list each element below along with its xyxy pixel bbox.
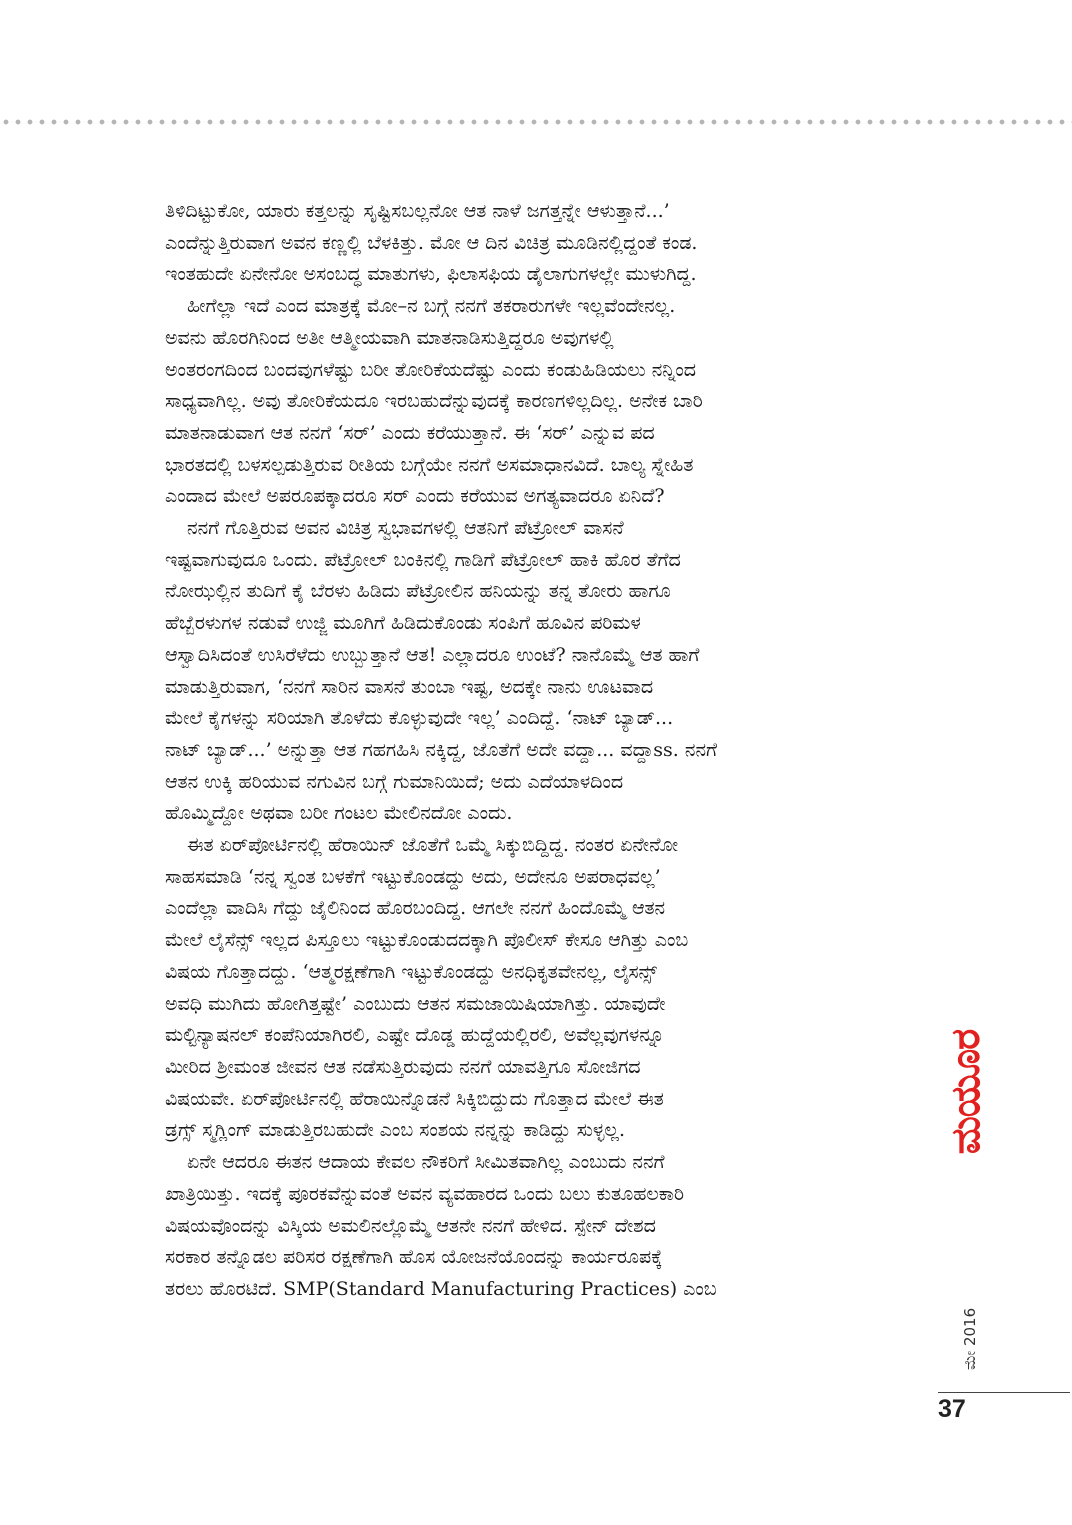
paragraph-line: ಮಾತನಾಡುವಾಗ ಆತ ನನಗೆ ‘ಸರ್’ ಎಂದು ಕರೆಯುತ್ತಾನೆ. ಈ ‘ಸರ್’ ಎನ್ನುವ ಪದ [165, 421, 655, 444]
paragraph-line: ನೋಝಲ್ಲಿನ ತುದಿಗೆ ಕೈ ಬೆರಳು ಹಿಡಿದು ಪೆಟ್ರೋಲಿನ ಹನಿಯನ್ನು ತನ್ನ ತೋರು ಹಾಗೂ [165, 580, 671, 603]
paragraph-line: ತರಲು ಹೊರಟಿದೆ. SMP(Standard Manufacturing Practices) ಎಂಬ [165, 1277, 717, 1300]
magazine-logo-text: ಮಯೂರ [943, 1029, 989, 1155]
paragraph-line: ಎಂದಾದ ಮೇಲೆ ಅಪರೂಪಕ್ಕಾದರೂ ಸರ್ ಎಂದು ಕರೆಯುವ ಅಗತ್ಯವಾದರೂ ಏನಿದೆ? [165, 485, 665, 508]
paragraph-line: ನಾಟ್ ಬ್ಯಾಡ್...’ ಅನ್ನುತ್ತಾ ಆತ ಗಹಗಹಿಸಿ ನಕ್ಕಿದ್ದ, ಜೊತೆಗೆ ಅದೇ ವದ್ದಾ... ವದ್ದಾss. ನನಗೆ [165, 738, 718, 761]
article-paragraph [165, 830, 917, 1147]
paragraph-line: ಮಾಡುತ್ತಿರುವಾಗ, ‘ನನಗೆ ಸಾರಿನ ವಾಸನೆ ತುಂಬಾ ಇಷ್ಟ, ಅದಕ್ಕೇ ನಾನು ಊಟವಾದ [165, 675, 654, 698]
paragraph-line: ಎಂದೆಲ್ಲಾ ವಾದಿಸಿ ಗೆದ್ದು ಜೈಲಿನಿಂದ ಹೊರಬಂದಿದ್ದ. ಆಗಲೇ ನನಗೆ ಹಿಂದೊಮ್ಮೆ ಆತನ [165, 897, 666, 920]
paragraph-line: ಮಲ್ಟಿನ್ಯಾಷನಲ್ ಕಂಪೆನಿಯಾಗಿರಲಿ, ಎಷ್ಟೇ ದೊಡ್ಡ ಹುದ್ದೆಯಲ್ಲಿರಲಿ, ಅವೆಲ್ಲವುಗಳನ್ನೂ [165, 1024, 665, 1047]
article-paragraph [165, 513, 917, 830]
paragraph-line: ಈತ ಏರ್‌ಪೋರ್ಟಿನಲ್ಲಿ ಹೆರಾಯಿನ್ ಜೊತೆಗೆ ಒಮ್ಮೆ ಸಿಕ್ಕುಬಿದ್ದಿದ್ದ. ನಂತರ ಏನೇನೋ [187, 834, 679, 857]
magazine-logo [938, 1030, 994, 1154]
paragraph-line: ನನಗೆ ಗೊತ್ತಿರುವ ಅವನ ವಿಚಿತ್ರ ಸ್ವಭಾವಗಳಲ್ಲಿ ಆತನಿಗೆ ಪೆಟ್ರೋಲ್ ವಾಸನೆ [187, 517, 624, 540]
paragraph-line: ಅಂತರಂಗದಿಂದ ಬಂದವುಗಳೆಷ್ಟು ಬರೀ ತೋರಿಕೆಯದೆಷ್ಟು ಎಂದು ಕಂಡುಹಿಡಿಯಲು ನನ್ನಿಂದ [165, 358, 697, 381]
page-number: 37 [938, 1395, 966, 1423]
article-paragraph [165, 291, 917, 513]
paragraph-line: ಅವಧಿ ಮುಗಿದು ಹೋಗಿತ್ತಷ್ಟೇ’ ಎಂಬುದು ಆತನ ಸಮಜಾಯಿಷಿಯಾಗಿತ್ತು. ಯಾವುದೇ [165, 992, 666, 1015]
issue-date-text: ಮೇ 2016 [961, 1307, 979, 1370]
article-body [165, 196, 917, 1306]
paragraph-line: ಸಾಹಸಮಾಡಿ ‘ನನ್ನ ಸ್ವಂತ ಬಳಕೆಗೆ ಇಟ್ಟುಕೊಂಡದ್ದು ಅದು, ಅದೇನೂ ಅಪರಾಧವಲ್ಲ’ [165, 865, 661, 888]
article-paragraph [165, 196, 917, 291]
paragraph-line: ಇಷ್ಟವಾಗುವುದೂ ಒಂದು. ಪೆಟ್ರೋಲ್ ಬಂಕಿನಲ್ಲಿ ಗಾಡಿಗೆ ಪೆಟ್ರೋಲ್ ಹಾಕಿ ಹೊರ ತೆಗೆದ [165, 548, 681, 571]
paragraph-line: ಹೀಗೆಲ್ಲಾ ಇದೆ ಎಂದ ಮಾತ್ರಕ್ಕೆ ಮೋ–ನ ಬಗ್ಗೆ ನನಗೆ ತಕರಾರುಗಳೇ ಇಲ್ಲವೆಂದೇನಲ್ಲ. [187, 295, 676, 318]
paragraph-line: ಭಾರತದಲ್ಲಿ ಬಳಸಲ್ಪಡುತ್ತಿರುವ ರೀತಿಯ ಬಗ್ಗೆಯೇ ನನಗೆ ಅಸಮಾಧಾನವಿದೆ. ಬಾಲ್ಯ ಸ್ನೇಹಿತ [165, 453, 694, 476]
paragraph-line: ಆಸ್ವಾದಿಸಿದಂತೆ ಉಸಿರೆಳೆದು ಉಬ್ಬುತ್ತಾನೆ ಆತ! ಎಲ್ಲಾದರೂ ಉಂಟೆ? ನಾನೊಮ್ಮೆ ಆತ ಹಾಗೆ [165, 643, 700, 666]
paragraph-line: ಸಾಧ್ಯವಾಗಿಲ್ಲ. ಅವು ತೋರಿಕೆಯದೂ ಇರಬಹುದೆನ್ನುವುದಕ್ಕೆ ಕಾರಣಗಳಿಲ್ಲದಿಲ್ಲ. ಅನೇಕ ಬಾರಿ [165, 390, 703, 413]
paragraph-line: ಮೇಲೆ ಕೈಗಳನ್ನು ಸರಿಯಾಗಿ ತೊಳೆದು ಕೊಳ್ಳುವುದೇ ಇಲ್ಲ’ ಎಂದಿದ್ದೆ. ‘ನಾಟ್ ಬ್ಯಾಡ್... [165, 707, 674, 730]
page-number-rule [938, 1392, 1070, 1393]
article-paragraph [165, 1147, 917, 1306]
paragraph-line: ವಿಷಯವೊಂದನ್ನು ವಿಸ್ಕಿಯ ಅಮಲಿನಲ್ಲೊಮ್ಮೆ ಆತನೇ ನನಗೆ ಹೇಳಿದ. ಸ್ಪೇನ್ ದೇಶದ [165, 1214, 656, 1237]
dotted-header-rule [0, 116, 1072, 128]
issue-date [950, 1255, 990, 1370]
paragraph-line: ಡ್ರಗ್ಸ್ ಸ್ಮಗ್ಲಿಂಗ್ ಮಾಡುತ್ತಿರಬಹುದೇ ಎಂಬ ಸಂಶಯ ನನ್ನನ್ನು ಕಾಡಿದ್ದು ಸುಳ್ಳಲ್ಲ. [165, 1119, 626, 1142]
paragraph-line: ತಿಳಿದಿಟ್ಟುಕೋ, ಯಾರು ಕತ್ತಲನ್ನು ಸೃಷ್ಟಿಸಬಲ್ಲನೋ ಆತ ನಾಳೆ ಜಗತ್ತನ್ನೇ ಆಳುತ್ತಾನೆ...’ [165, 200, 670, 222]
paragraph-line: ಹೆಬ್ಬೆರಳುಗಳ ನಡುವೆ ಉಜ್ಜಿ ಮೂಗಿಗೆ ಹಿಡಿದುಕೊಂಡು ಸಂಪಿಗೆ ಹೂವಿನ ಪರಿಮಳ [165, 612, 641, 635]
paragraph-line: ಹೊಮ್ಮಿದ್ದೋ ಅಥವಾ ಬರೀ ಗಂಟಲ ಮೇಲಿನದೋ ಎಂದು. [165, 802, 513, 825]
paragraph-line: ಮೀರಿದ ಶ್ರೀಮಂತ ಜೀವನ ಆತ ನಡೆಸುತ್ತಿರುವುದು ನನಗೆ ಯಾವತ್ತಿಗೂ ಸೋಜಿಗದ [165, 1055, 641, 1078]
paragraph-line: ಮೇಲೆ ಲೈಸೆನ್ಸ್ ಇಲ್ಲದ ಪಿಸ್ತೂಲು ಇಟ್ಟುಕೊಂಡುದದಕ್ಕಾಗಿ ಪೊಲೀಸ್ ಕೇಸೂ ಆಗಿತ್ತು ಎಂಬ [165, 929, 689, 952]
paragraph-line: ಖಾತ್ರಿಯಿತ್ತು. ಇದಕ್ಕೆ ಪೂರಕವೆನ್ನುವಂತೆ ಅವನ ವ್ಯವಹಾರದ ಒಂದು ಬಲು ಕುತೂಹಲಕಾರಿ [165, 1182, 685, 1205]
paragraph-line: ಅವನು ಹೊರಗಿನಿಂದ ಅತೀ ಆತ್ಮೀಯವಾಗಿ ಮಾತನಾಡಿಸುತ್ತಿದ್ದರೂ ಅವುಗಳಲ್ಲಿ [165, 326, 614, 349]
paragraph-line: ಏನೇ ಆದರೂ ಈತನ ಆದಾಯ ಕೇವಲ ನೌಕರಿಗೆ ಸೀಮಿತವಾಗಿಲ್ಲ ಎಂಬುದು ನನಗೆ [187, 1151, 665, 1174]
paragraph-line: ವಿಷಯ ಗೊತ್ತಾದದ್ದು. ‘ಆತ್ಮರಕ್ಷಣೆಗಾಗಿ ಇಟ್ಟುಕೊಂಡದ್ದು ಅನಧಿಕೃತವೇನಲ್ಲ, ಲೈಸನ್ಸ್ [165, 960, 658, 983]
paragraph-line: ಇಂತಹುದೇ ಏನೇನೋ ಅಸಂಬದ್ಧ ಮಾತುಗಳು, ಫಿಲಾಸಫಿಯ ಡೈಲಾಗುಗಳಲ್ಲೇ ಮುಳುಗಿದ್ದ. [165, 263, 697, 286]
paragraph-line: ಆತನ ಉಕ್ಕಿ ಹರಿಯುವ ನಗುವಿನ ಬಗ್ಗೆ ಗುಮಾನಿಯಿದೆ; ಅದು ಎದೆಯಾಳದಿಂದ [165, 770, 624, 793]
paragraph-line: ಸರಕಾರ ತನ್ನೊಡಲ ಪರಿಸರ ರಕ್ಷಣೆಗಾಗಿ ಹೊಸ ಯೋಜನೆಯೊಂದನ್ನು ಕಾರ್ಯರೂಪಕ್ಕೆ [165, 1246, 663, 1269]
paragraph-line: ವಿಷಯವೇ. ಏರ್‌ಪೋರ್ಟಿನಲ್ಲಿ ಹೆರಾಯಿನ್ನೊಡನೆ ಸಿಕ್ಕಿಬಿದ್ದುದು ಗೊತ್ತಾದ ಮೇಲೆ ಈತ [165, 1087, 664, 1110]
paragraph-line: ಎಂದೆನ್ನುತ್ತಿರುವಾಗ ಅವನ ಕಣ್ಣಲ್ಲಿ ಬೆಳಕಿತ್ತು. ಮೋ ಆ ದಿನ ವಿಚಿತ್ರ ಮೂಡಿನಲ್ಲಿದ್ದಂತೆ ಕಂಡ. [165, 231, 698, 254]
